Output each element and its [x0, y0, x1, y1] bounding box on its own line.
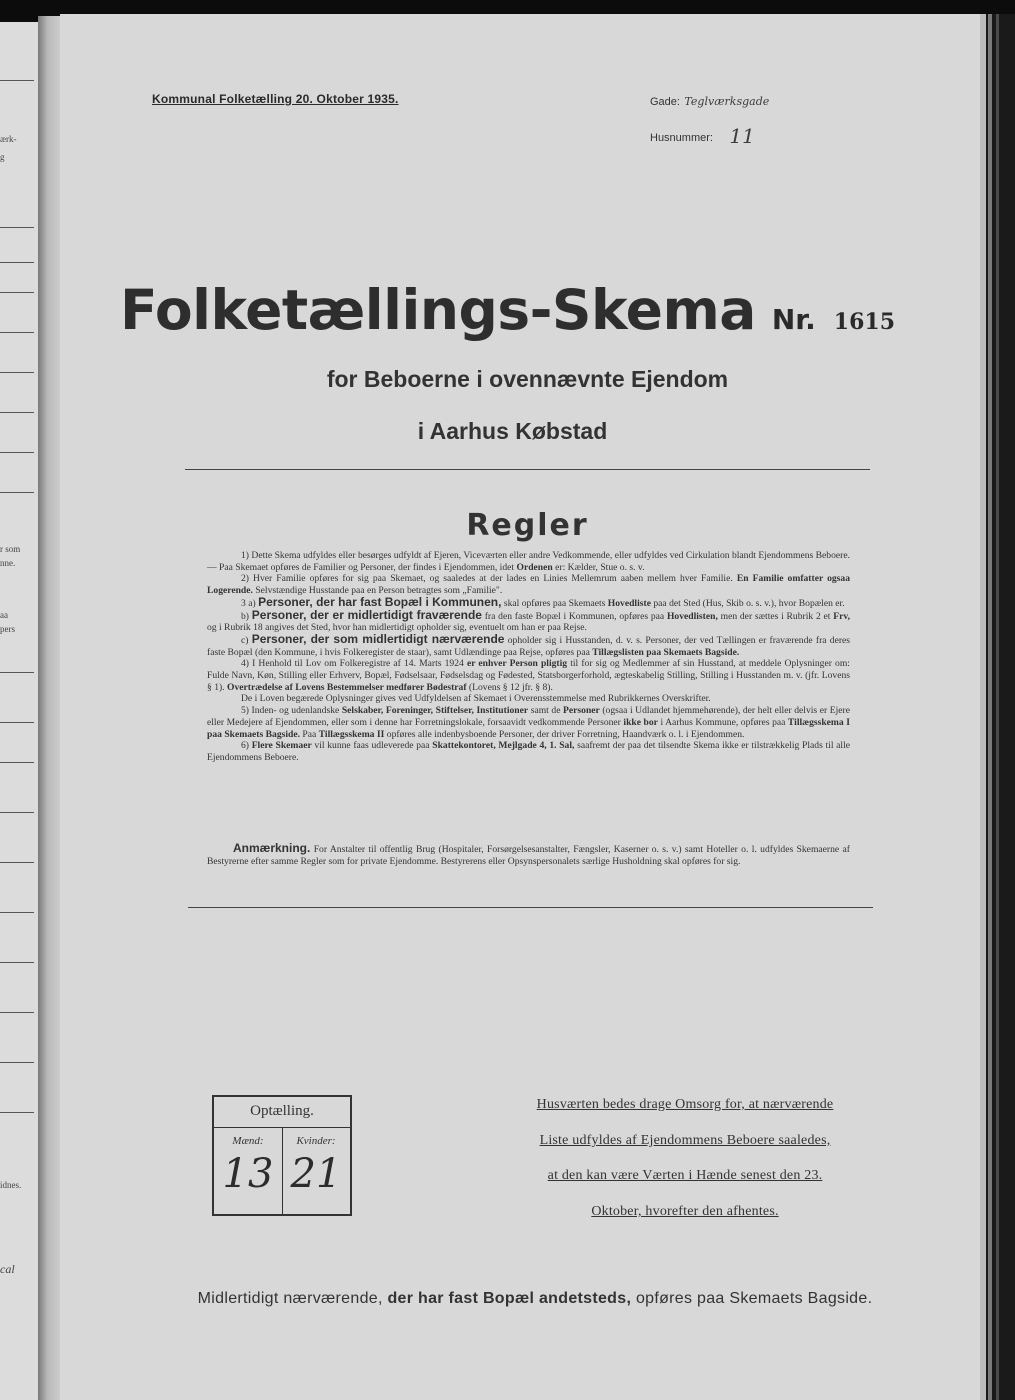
left-page-rule [0, 412, 34, 413]
left-page-rule [0, 452, 34, 453]
rules-text [207, 550, 850, 764]
rule-1: 1) Dette Skema udfyldes eller besørges udfyldt af Ejeren, Viceværten eller andre Vedkommende, eller udfyldes ved Cirkulation blandt Ejendommens Beboere. — Paa Skemaet opføres de Familier og Personer, der findes i Ejendommen, idet Ordenen er: Kælder, Stue o. s. v. [207, 550, 850, 573]
book-binding [38, 16, 62, 1400]
left-page-rule [0, 1062, 34, 1063]
instruction-line-4: Oktober, hvorefter den afhentes. [591, 1204, 779, 1219]
house-number-value: 11 [729, 124, 755, 148]
street-label: Gade: [650, 96, 680, 108]
left-page-fragment: ærk- [0, 134, 17, 144]
instruction-line-1: Husværten bedes drage Omsorg for, at nærværende [536, 1097, 834, 1112]
form-title-main: Folketællings-Skema [119, 278, 756, 342]
page-edge [996, 14, 999, 1400]
divider [188, 907, 873, 908]
right-page-edges [980, 14, 1015, 1400]
left-page-fragment: cal [0, 1262, 15, 1276]
left-page-fragment: idnes. [0, 1180, 22, 1190]
form-number: 1615 [833, 309, 895, 335]
rule-6: 6) Flere Skemaer vil kunne faas udleverede paa Skattekontoret, Mejlgade 4, 1. Sal, saafremt der paa det tilsendte Skema ikke er tilstrækkelig Plads til alle Ejendommens Beboere. [207, 740, 851, 763]
left-page-rule [0, 262, 34, 263]
left-page-rule [0, 227, 34, 228]
left-page-rule [0, 762, 34, 763]
footer-note [0, 1290, 1015, 1308]
left-page-rule [0, 812, 34, 813]
rule-5: 5) Inden- og udenlandske Selskaber, Foreninger, Stiftelser, Institutioner samt de Personer (ogsaa i Udlandet hjemmehørende), der helt eller delvis er Ejere eller Medejere af Ejendommen, eller som i denne har Forretningslokale, forsaavidt vedkommende Personer ikke bor i Aarhus Kommune, opføres paa Tillægsskema I paa Skemaets Bagside. Paa Tillægsskema II opføres alle indenbysboende Personer, der driver Forretning, Haandværk o. l. i Ejendommen. [207, 705, 850, 740]
rule-4: 4) I Henhold til Lov om Folkeregistre af 14. Marts 1924 er enhver Person pligtig til for sig og Medlemmer af sin Husstand, at meddele Oplysninger om: Fulde Navn, Køn, Stilling eller Erhverv, Bopæl, Fødselsaar, Fødselsdag og Fødested, Statsborgerforhold, ægteskabelig Stilling, Stilling i Husstanden m. v. (jfr. Lovens § 1). Overtrædelse af Lovens Bestemmelser medfører Bødestraf (Lovens § 12 jfr. § 8). [207, 658, 850, 693]
footer-part-1: Midlertidigt nærværende, [197, 1290, 383, 1307]
left-page-rule [0, 962, 34, 963]
footer-part-3: opføres paa Skemaets Bagside. [635, 1290, 873, 1307]
divider [185, 469, 870, 470]
rule-2: 2) Hver Familie opføres for sig paa Skemaet, og saaledes at der lades en Linies Mellemrum aaben mellem hver Familie. En Familie omfatter ogsaa Logerende. Selvstændige Husstande paa en Person betragtes som „Familie". [207, 573, 850, 597]
women-count: 21 [290, 1151, 342, 1197]
left-page-fragment: r som [0, 544, 21, 554]
men-count: 13 [222, 1151, 274, 1197]
form-title [0, 278, 1015, 342]
left-page-rule [0, 862, 34, 863]
rules-heading: Regler [466, 508, 589, 543]
women-label: Kvinder: [296, 1135, 336, 1147]
left-page-fragment: pers [0, 624, 15, 634]
street-value: Teglværksgade [684, 95, 770, 108]
footer-part-2: der har fast Bopæl andetsteds, [387, 1290, 632, 1307]
left-page-rule [0, 492, 34, 493]
remark [207, 843, 850, 868]
left-page-rule [0, 672, 34, 673]
left-page-fragment: nne. [0, 558, 16, 568]
rule-3c: c) Personer, der som midlertidigt nærværende opholder sig i Husstanden, d. v. s. Personer, der ved Tællingen er fraværende fra deres faste Bopæl (den Kommune, i hvis Folkeregister de staar), samt Udlændinge paa Rejse, opføres paa Tillægslisten paa Skemaets Bagside. [207, 631, 851, 658]
remark-text: For Anstalter til offentlig Brug (Hospitaler, Forsørgelsesanstalter, Fængsler, Kaserner o. s. v.) samt Hoteller o. l. udfyldes Skemaerne af Bestyrerne efter samme Regler som for private Ejendomme. Bestyrerens eller Opsynspersonalets særlige Husholdning skal opføres for sig. [207, 844, 850, 867]
page-edge [980, 14, 986, 1400]
left-page-rule [0, 1012, 34, 1013]
form-location: i Aarhus Købstad [417, 418, 608, 444]
count-box [212, 1095, 352, 1216]
house-number-label: Husnummer: [650, 132, 713, 144]
house-number-field [650, 122, 755, 146]
left-page-rule [0, 80, 34, 81]
left-page-rule [0, 1112, 34, 1113]
form-number-label: Nr. [771, 303, 816, 336]
rule-4b: De i Loven begærede Oplysninger gives ved Udfyldelsen af Skemaet i Overensstemmelse med Rubrikkernes Overskrifter. [241, 693, 711, 705]
street-field [650, 92, 769, 110]
left-page-rule [0, 722, 34, 723]
left-page-fragment: g [0, 152, 5, 162]
men-label: Mænd: [232, 1135, 264, 1147]
census-header: Kommunal Folketælling 20. Oktober 1935. [152, 92, 399, 106]
left-page-fragment: aa [0, 610, 8, 620]
left-page-edge [0, 22, 38, 1400]
page-edge [988, 14, 992, 1400]
count-title: Optælling. [250, 1103, 314, 1119]
form-subtitle: for Beboerne i ovennævnte Ejendom [326, 366, 729, 392]
left-page-rule [0, 912, 34, 913]
instruction-line-2: Liste udfyldes af Ejendommens Beboere saaledes, [539, 1133, 831, 1148]
remark-label: Anmærkning. [233, 841, 311, 855]
rule-3b: b) Personer, der er midlertidigt fraværende fra den faste Bopæl i Kommunen, opføres paa Hovedlisten, men der sættes i Rubrik 2 et Frv, og i Rubrik 18 angives det Sted, hvor han midlertidigt opholder sig, eventuelt om han er paa Rejse. [207, 607, 850, 634]
rule-3a: 3 a) Personer, der har fast Bopæl i Kommunen, skal opføres paa Skemaets Hovedliste paa det Sted (Hus, Skib o. s. v.), hvor Bopælen er. [241, 594, 845, 609]
instruction-line-3: at den kan være Værten i Hænde senest den 23. [547, 1168, 823, 1183]
